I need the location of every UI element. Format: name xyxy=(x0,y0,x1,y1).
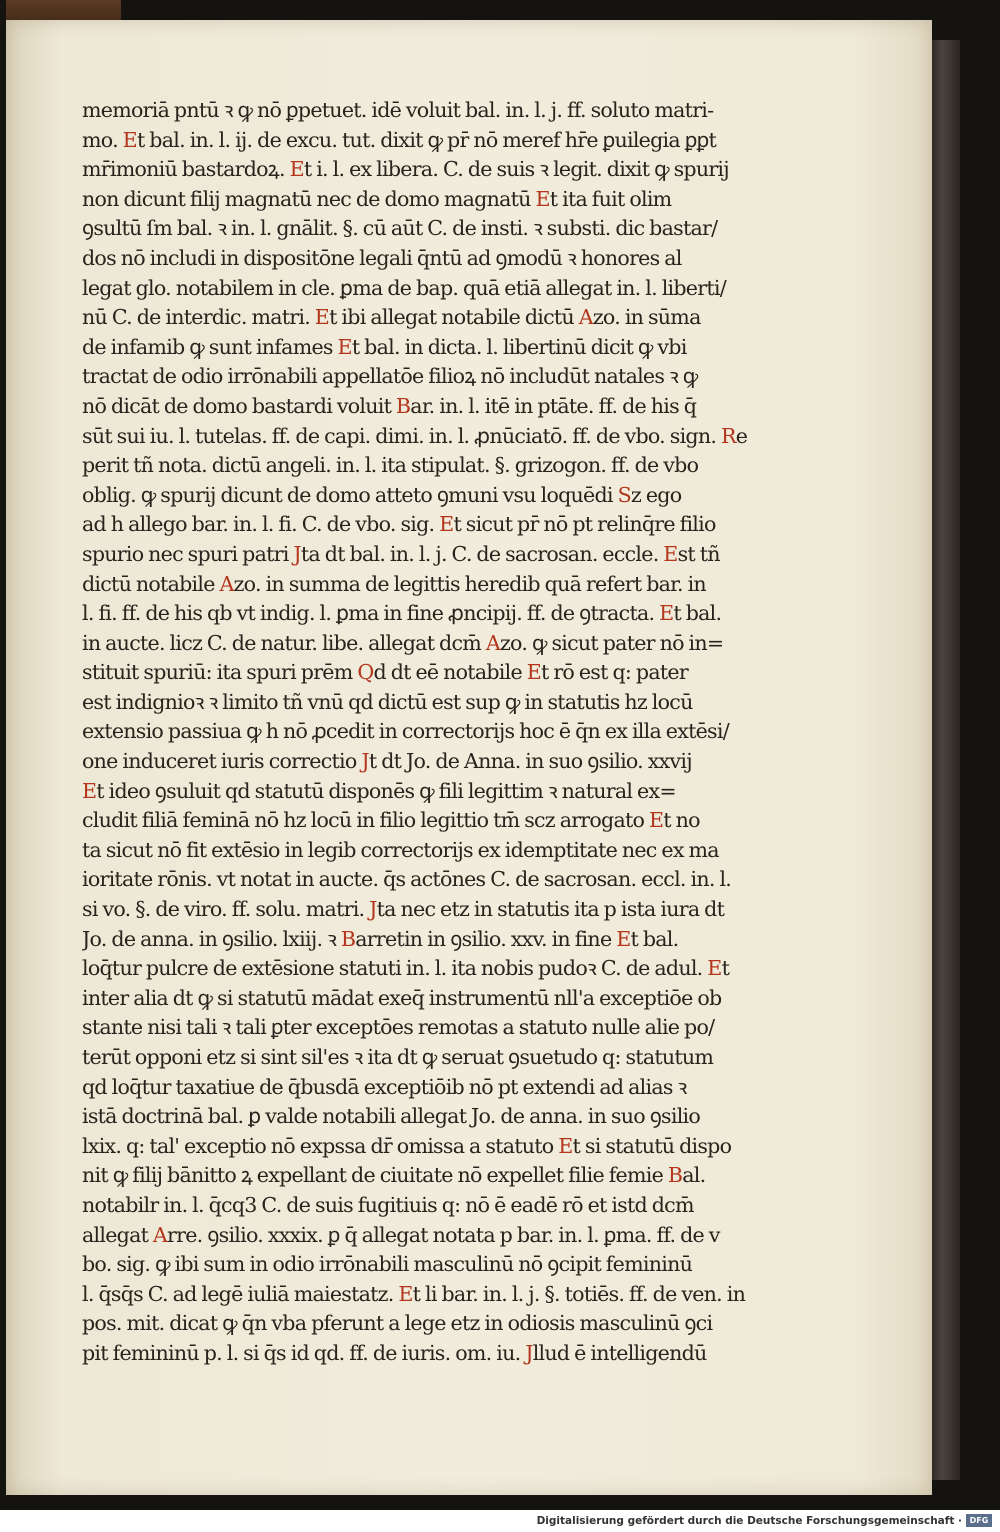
text-line: l. fi. ff. de his qb vt indig. l. ꝑma in fine ꝓncipij. ff. de ꝯtracta. Et bal. xyxy=(82,601,722,626)
rubric-initial: E xyxy=(314,305,330,330)
text-line: memoriā pntū ꝛ ꝙ nō ꝑpetuet. idē voluit bal. in. l. j. ff. soluto matri- xyxy=(82,98,714,122)
text-line: dos nō includi in dispositōne legali q̄ntū ad ꝯmodū ꝛ honores al xyxy=(82,245,682,270)
text-line: mr̄imoniū bastardoꝝ. Et i. l. ex libera. C. de suis ꝛ legit. dixit ꝙ spurij xyxy=(82,157,729,182)
text-line: si vo. §. de viro. ff. solu. matri. Jta nec etz in statutis ita p ista iura dt xyxy=(82,897,725,922)
text-line: oblig. ꝙ spurij dicunt de domo atteto ꝯmuni vsu loquēdi Sz ego xyxy=(82,482,682,507)
text-line: terūt opponi etz si sint sil'es ꝛ ita dt ꝙ seruat ꝯsuetudo q: statutum xyxy=(82,1045,714,1069)
text-line: allegat Arre. ꝯsilio. xxxix. ꝑ q̄ allegat notata p bar. in. l. ꝑma. ff. de v xyxy=(82,1222,720,1247)
rubric-initial: E xyxy=(82,778,97,803)
rubric-initial: S xyxy=(617,482,631,507)
text-line: in aucte. licz C. de natur. libe. allegat dcm̄ Azo. ꝙ sicut pater nō in= xyxy=(82,630,724,655)
text-line: nū C. de interdic. matri. Et ibi allegat notabile dictū Azo. in sūma xyxy=(82,305,701,330)
rubric-initial: A xyxy=(485,630,500,655)
rubric-initial: E xyxy=(289,157,304,182)
rubric-initial: R xyxy=(720,423,736,448)
rubric-initial: E xyxy=(535,186,550,211)
page-text-block xyxy=(82,96,816,1369)
rubric-initial: E xyxy=(337,334,352,359)
rubric-initial: E xyxy=(558,1133,573,1158)
rubric-initial: E xyxy=(526,660,541,685)
text-line: tractat de odio irrōnabili appellatōe filioꝝ nō includūt natales ꝛ ꝙ xyxy=(82,364,698,389)
text-line: istā doctrinā bal. ꝑ valde notabili allegat Jo. de anna. in suo ꝯsilio xyxy=(82,1104,701,1129)
rubric-initial: A xyxy=(219,571,234,596)
text-line: mo. Et bal. in. l. ij. de excu. tut. dixit ꝙ pr̄ nō meref hr̄e ꝑuilegia ꝑꝑt xyxy=(82,127,717,152)
footer-bar xyxy=(0,1510,1000,1532)
text-line: loq̄tur pulcre de extēsione statuti in. l. ita nobis pudoꝛ C. de adul. Et xyxy=(82,956,730,981)
text-line: cludit filiā feminā nō hz locū in filio legittio tm̄ scz arrogato Et no xyxy=(82,808,700,833)
text-line: one induceret iuris correctio Jt dt Jo. de Anna. in suo ꝯsilio. xxvij xyxy=(82,749,692,774)
rubric-initial: E xyxy=(616,926,631,951)
rubric-initial: A xyxy=(578,305,593,330)
text-line: nit ꝙ filij bānitto ꝝ expellant de ciuitate nō expellet filie femie Bal. xyxy=(82,1163,706,1188)
rubric-initial: E xyxy=(398,1281,413,1306)
rubric-initial: E xyxy=(707,956,722,981)
text-line: pos. mit. dicat ꝙ q̄n vba pferunt a lege etz in odiosis masculinū ꝯci xyxy=(82,1311,713,1336)
text-line: non dicunt filij magnatū nec de domo magnatū Et ita fuit olim xyxy=(82,186,672,211)
text-line: ꝯsultū ſm bal. ꝛ in. l. gnālit. §. cū aūt C. de insti. ꝛ substi. dic bastar/ xyxy=(82,216,718,241)
rubric-initial: J xyxy=(525,1340,533,1365)
text-line: Et ideo ꝯsuluit qd statutū disponēs ꝙ fili legittim ꝛ natural ex= xyxy=(82,778,676,803)
text-line: perit tñ nota. dictū angeli. in. l. ita stipulat. §. grizogon. ff. de vbo xyxy=(82,453,699,478)
text-line: de infamib ꝙ sunt infames Et bal. in dicta. l. libertinū dicit ꝙ vbi xyxy=(82,334,687,359)
rubric-initial: J xyxy=(361,749,369,774)
text-line: legat glo. notabilem in cle. ꝑma de bap. quā etiā allegat in. l. liberti/ xyxy=(82,275,726,300)
text-line: inter alia dt ꝙ si statutū mādat exeq̄ instrumentū nll'a exceptiōe ob xyxy=(82,985,722,1010)
text-line: notabilr in. l. q̄cq3 C. de suis fugitiuis q: nō ē eadē rō et istd dcm̄ xyxy=(82,1192,694,1217)
text-line: lxix. q: tal' exceptio nō expssa dr̄ omissa a statuto Et si statutū dispo xyxy=(82,1133,732,1158)
rubric-initial: Q xyxy=(357,660,374,685)
rubric-initial: E xyxy=(659,601,674,626)
rubric-initial: B xyxy=(395,393,411,418)
text-line: bo. sig. ꝙ ibi sum in odio irrōnabili masculinū nō ꝯcipit femininū xyxy=(82,1252,693,1277)
text-line: spurio nec spuri patri Jta dt bal. in. l. j. C. de sacrosan. eccle. Est tñ xyxy=(82,541,720,566)
rubric-initial: E xyxy=(648,808,664,833)
text-line: dictū notabile Azo. in summa de legittis heredib quā refert bar. in xyxy=(82,571,706,596)
text-line: extensio passiua ꝙ h nō ꝓcedit in correctorijs hoc ē q̄n ex illa extēsi/ xyxy=(82,719,729,744)
dfg-logo-icon: DFG xyxy=(966,1514,992,1527)
text-line: ad h allego bar. in. l. fi. C. de vbo. sig. Et sicut pr̄ nō pt relinq̄re filio xyxy=(82,512,716,537)
rubric-initial: J xyxy=(369,897,377,922)
book-page xyxy=(6,20,932,1495)
text-line: qd loq̄tur taxatiue de q̄busdā exceptiōib nō pt extendi ad alias ꝛ xyxy=(82,1074,687,1099)
rubric-initial: J xyxy=(293,541,301,566)
text-line: est indignioꝛ ꝛ limito tñ vnū qd dictū est sup ꝙ in statutis hz locū xyxy=(82,689,693,714)
text-line: stante nisi tali ꝛ tali ꝑter exceptōes remotas a statuto nulle alie po/ xyxy=(82,1015,715,1040)
text-line: Jo. de anna. in ꝯsilio. lxiij. ꝛ Barretin in ꝯsilio. xxv. in fine Et bal. xyxy=(82,926,679,951)
rubric-initial: B xyxy=(340,926,356,951)
rubric-initial: A xyxy=(152,1222,168,1247)
rubric-initial: E xyxy=(439,512,454,537)
rubric-initial: E xyxy=(663,541,678,566)
book-cover-edge xyxy=(930,40,960,1480)
footer-credit: Digitalisierung gefördert durch die Deutsche Forschungsgemeinschaft · xyxy=(536,1515,962,1527)
text-line: l. q̄sq̄s C. ad legē iuliā maiestatz. Et li bar. in. l. j. §. totiēs. ff. de ven. in xyxy=(82,1281,746,1306)
text-line: ta sicut nō fit extēsio in legib correctorijs ex idemptitate nec ex ma xyxy=(82,837,719,862)
text-line: sūt sui iu. l. tutelas. ff. de capi. dimi. in. l. ꝓnūciatō. ff. de vbo. sign. Re xyxy=(82,423,748,448)
rubric-initial: B xyxy=(667,1163,683,1188)
text-line: pit femininū p. l. si q̄s id qd. ff. de iuris. om. iu. Jllud ē intelligendū xyxy=(82,1340,707,1365)
text-line: ioritate rōnis. vt notat in aucte. q̄s actōnes C. de sacrosan. eccl. in. l. xyxy=(82,867,732,892)
text-line: nō dicāt de domo bastardi voluit Bar. in. l. itē in ptāte. ff. de his q̄ xyxy=(82,393,697,418)
text-line: stituit spuriū: ita spuri prēm Qd dt eē notabile Et rō est q: pater xyxy=(82,660,688,685)
rubric-initial: E xyxy=(122,127,137,152)
